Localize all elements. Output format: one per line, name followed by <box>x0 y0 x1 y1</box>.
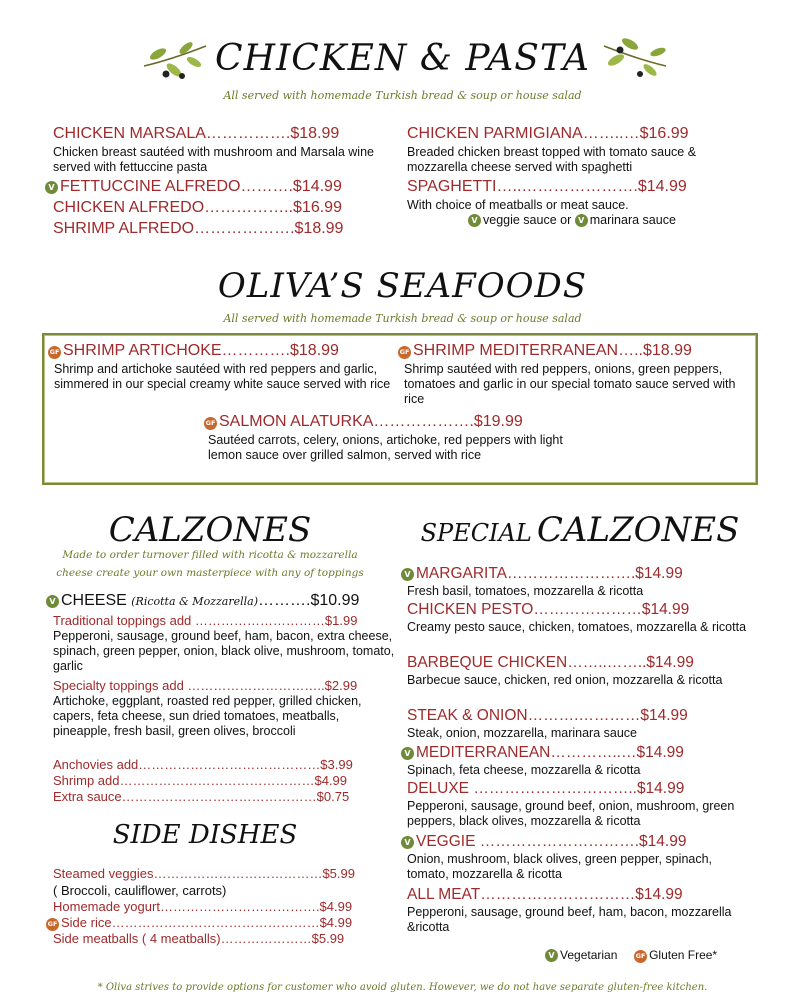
desc-chicken-parmigiana: Breaded chicken breast topped with tomato sauce & mozzarella cheese served with spaghetti <box>407 145 697 174</box>
side-dishes-title: SIDE DISHES <box>112 820 298 850</box>
desc-spaghetti: With choice of meatballs or meat sauce. <box>407 198 629 212</box>
item-fettuccine-alfredo: V FETTUCCINE ALFREDO……….$14.99 <box>45 178 342 196</box>
desc-chicken-pesto: Creamy pesto sauce, chicken, tomatoes, mozzarella & ricotta <box>407 620 747 634</box>
item-barbeque-chicken: BARBEQUE CHICKEN……..……..$14.99 <box>407 654 694 671</box>
traditional-toppings: Traditional toppings add …………………………$1.99 <box>53 613 358 628</box>
item-all-meat: ALL MEAT…………………………$14.99 <box>407 886 683 903</box>
side-meatballs: Side meatballs ( 4 meatballs)…………………$5.99 <box>53 931 345 946</box>
shrimp-add: Shrimp add………………………………………$4.99 <box>53 773 348 788</box>
item-chicken-marsala: CHICKEN MARSALA…………….$18.99 <box>53 125 340 142</box>
steamed-veggies-note: ( Broccoli, cauliflower, carrots) <box>53 883 227 898</box>
item-chicken-parmigiana: CHICKEN PARMIGIANA……..…$16.99 <box>407 125 689 142</box>
vegetarian-icon: V <box>468 214 481 227</box>
desc-margarita: Fresh basil, tomatoes, mozzarella & ricotta <box>407 584 644 598</box>
calzones-title: CALZONES <box>108 510 312 550</box>
chicken-pasta-subtitle: All served with homemade Turkish bread & soup or house salad <box>223 89 582 102</box>
item-shrimp-mediterranean: GF SHRIMP MEDITERRANEAN…..$18.99 <box>399 342 692 359</box>
special-calzones-title: SPECIAL CALZONES <box>420 510 740 550</box>
desc-salmon-alaturka: Sautéed carrots, celery, onions, artichoke, red peppers with light lemon sauce over grilled salmon, served with rice <box>208 433 563 462</box>
desc-steak-onion: Steak, onion, mozzarella, marinara sauce <box>407 726 637 740</box>
item-chicken-pesto: CHICKEN PESTO…………………$14.99 <box>407 601 690 618</box>
item-steak-onion: STEAK & ONION……….…………$14.99 <box>407 707 688 724</box>
gluten-free-icon: GF <box>204 417 217 430</box>
seafoods-title: OLIVA’S SEAFOODS <box>217 266 588 306</box>
anchovies-add: Anchovies add……………………………………$3.99 <box>53 757 353 772</box>
steamed-veggies: Steamed veggies…………………………………$5.99 <box>53 866 355 881</box>
item-deluxe: DELUXE …………………………..$14.99 <box>407 780 685 797</box>
gluten-footnote: * Oliva strives to provide options for customer who avoid gluten. However, we do not have separate gluten-free kitchen. <box>97 982 708 993</box>
desc-shrimp-artichoke: Shrimp and artichoke sautéed with red peppers and garlic, simmered in our special creamy white sauce served with rice <box>54 362 391 391</box>
item-spaghetti: SPAGHETTI…..………………….$14.99 <box>407 178 687 195</box>
specialty-toppings: Specialty toppings add …………………………..$2.99 <box>53 678 358 693</box>
legend <box>545 948 717 963</box>
desc-mediterranean: Spinach, feta cheese, mozzarella & ricotta <box>407 763 641 777</box>
legend-gluten-free: Gluten Free* <box>649 948 718 962</box>
item-chicken-alfredo: CHICKEN ALFREDO……………..$16.99 <box>53 199 342 216</box>
item-margarita: V MARGARITA…………………….$14.99 <box>401 565 683 583</box>
desc-all-meat: Pepperoni, sausage, ground beef, ham, bacon, mozzarella &ricotta <box>407 905 732 934</box>
calzones-subtitle-2: cheese create your own masterpiece with any of toppings <box>56 567 364 579</box>
item-shrimp-alfredo: SHRIMP ALFREDO……………….$18.99 <box>53 220 344 237</box>
desc-deluxe: Pepperoni, sausage, ground beef, onion, mushroom, green peppers, black olives, mozzarella & ricotta <box>407 799 735 828</box>
item-mediterranean: V MEDITERRANEAN…………..…$14.99 <box>401 744 684 762</box>
gluten-free-icon: GF <box>48 346 61 359</box>
desc-veggie: Onion, mushroom, black olives, green pepper, spinach, tomato, mozzarella & ricotta <box>407 852 713 881</box>
desc-shrimp-mediterranean: Shrimp sautéed with red peppers, onions, green peppers, tomatoes and garlic in our special tomato sauce served with rice <box>404 362 736 406</box>
vegetarian-icon: V <box>46 595 59 608</box>
homemade-yogurt: Homemade yogurt……………………………….$4.99 <box>53 899 353 914</box>
extra-sauce: Extra sauce………………………………………$0.75 <box>53 789 350 804</box>
vegetarian-icon: V <box>401 568 414 581</box>
vegetarian-icon: V <box>575 214 588 227</box>
vegetarian-icon: V <box>401 836 414 849</box>
traditional-toppings-desc: Pepperoni, sausage, ground beef, ham, bacon, extra cheese, spinach, green pepper, onion, black olive, mushroom, tomato, garlic <box>53 629 395 673</box>
vegetarian-icon: V <box>45 181 58 194</box>
vegetarian-icon: V <box>545 949 558 962</box>
item-cheese-calzone: V CHEESE (Ricotta & Mozzarella)……….$10.99 <box>46 592 359 610</box>
gluten-free-icon: GF <box>398 346 411 359</box>
side-rice: GF Side rice…………………………………………$4.99 <box>47 915 353 930</box>
gluten-free-icon: GF <box>46 918 59 931</box>
cheese-note: (Ricotta & Mozzarella) <box>131 595 258 608</box>
gluten-free-icon: GF <box>634 950 647 963</box>
specialty-toppings-desc: Artichoke, eggplant, roasted red pepper, grilled chicken, capers, feta cheese, sun dried tomatoes, meatballs, pineapple, fresh basil, green olives, broccoli <box>53 694 362 738</box>
desc-chicken-marsala: Chicken breast sautéed with mushroom and Marsala wine served with fettuccine pasta <box>53 145 374 174</box>
seafoods-subtitle: All served with homemade Turkish bread & soup or house salad <box>223 312 582 325</box>
desc-barbeque-chicken: Barbecue sauce, chicken, red onion, mozzarella & ricotta <box>407 673 723 687</box>
chicken-pasta-title: CHICKEN & PASTA <box>215 38 590 79</box>
vegetarian-icon: V <box>401 747 414 760</box>
item-shrimp-artichoke: GF SHRIMP ARTICHOKE………….$18.99 <box>49 342 339 359</box>
legend-vegetarian: Vegetarian <box>560 948 618 962</box>
item-salmon-alaturka: GF SALMON ALATURKA……………….$19.99 <box>205 413 523 430</box>
sauce-note: V veggie sauce or V marinara sauce <box>468 213 676 228</box>
calzones-subtitle-1: Made to order turnover filled with ricotta & mozzarella <box>62 549 358 561</box>
item-veggie: V VEGGIE ………………………….$14.99 <box>401 833 686 851</box>
